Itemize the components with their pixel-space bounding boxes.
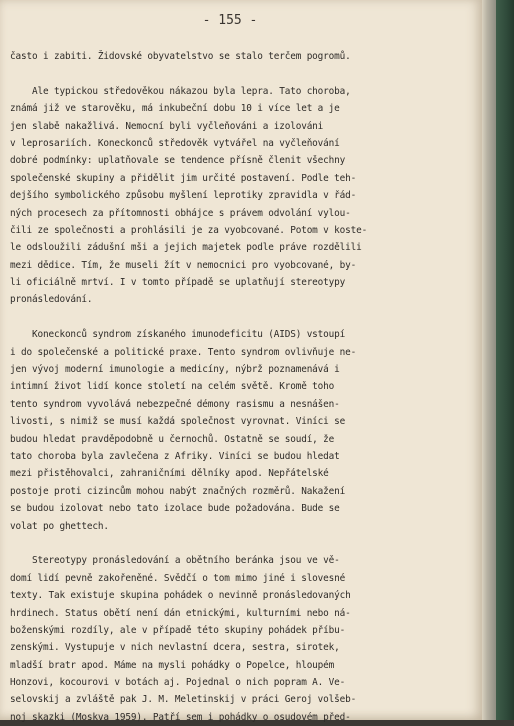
text-line: jen vývoj moderní imunologie a medicíny, nýbrž poznamenává i: [10, 364, 340, 376]
text-line: tato choroba byla zavlečena z Afriky. Viníci se budou hledat: [10, 450, 340, 462]
text-line: známá již ve starověku, má inkubeční dobu 10 i více let a je: [10, 103, 340, 115]
text-line: v leprosariích. Koneckonců středověk vytvářel na vyčleňování: [10, 137, 340, 149]
text-line: často i zabiti. Židovské obyvatelstvo se stalo terčem pogromů.: [10, 51, 351, 62]
text-line: postoje proti cizincům mohou nabýt značných rozměrů. Nakažení: [10, 485, 346, 497]
page-number: - 155 -: [202, 13, 258, 28]
text-line: Honzovi, kocourovi v botách aj. Pojednal o nich popram A. Ve-: [10, 677, 346, 689]
text-line: texty. Tak existuje skupina pohádek o nevinně pronásledovaných: [10, 590, 351, 602]
paragraph: [10, 326, 480, 535]
paragraph: [10, 552, 480, 726]
paragraph: [10, 48, 480, 65]
page-edge: [482, 0, 496, 720]
text-line: čili ze společnosti a prohlásili je za vyobcované. Potom v koste-: [10, 224, 368, 236]
paragraph: [10, 83, 480, 309]
text-line: ných procesech za přítomnosti obhájce s právem odvolání vylou-: [10, 207, 351, 219]
text-line: zenskými. Vystupuje v nich nevlastní dcera, sestra, sirotek,: [10, 642, 340, 654]
text-line: volat po ghettech.: [10, 520, 109, 532]
text-line: livosti, s nimiž se musí každá společnost vyrovnat. Viníci se: [10, 416, 346, 428]
book-cover: [496, 0, 514, 720]
text-line: mezi přistěhovalci, zahraničními dělníky apod. Nepřátelské: [10, 468, 329, 480]
paragraph-spacing: [10, 309, 480, 326]
text-line: jen slabě nakažlivá. Nemocní byli vyčleňováni a izolováni: [10, 120, 324, 132]
text-line: le odsloužili zádušní mši a jejich majetek podle práve rozdělili: [10, 242, 362, 254]
text-line: pronásledování.: [10, 294, 93, 306]
text-line: mladší bratr apod. Máme na mysli pohádky o Popelce, hloupém: [10, 659, 335, 671]
text-line: společenské skupiny a přidělit jim určité postavení. Podle teh-: [10, 172, 357, 184]
text-line: Stereotypy pronásledování a obětního beránka jsou ve vě-: [10, 555, 340, 567]
text-line: mezi dědice. Tím, že museli žít v nemocnici pro vyobcované, by-: [10, 259, 357, 271]
text-line: dobré podmínky: uplatňovale se tendence přísně členit všechny: [10, 155, 346, 167]
body-text: [10, 48, 480, 726]
text-line: tento syndrom vyvolává nebezpečné démony rasismu a nesnášen-: [10, 398, 340, 410]
text-line: boženskými rozdíly, ale v případě této skupiny pohádek příbu-: [10, 624, 346, 636]
text-line: budou hledat pravděpodobně u černochů. Ostatně se soudí, že: [10, 433, 335, 445]
text-line: se budou izolovat nebo tato izolace bude požadována. Bude se: [10, 503, 340, 515]
text-line: Koneckonců syndrom získaného imunodeficitu (AIDS) vstoupí: [10, 329, 346, 341]
paragraph-spacing: [10, 65, 480, 82]
text-line: dejšího symbolického způsobu myšlení leprotiky zpravidla v řád-: [10, 190, 357, 202]
text-line: domí lidí pevně zakořeněné. Svědčí o tom mimo jiné i slovesné: [10, 572, 346, 584]
text-line: selovskij a zvláště pak J. M. Meletinskij v práci Geroj volšeb-: [10, 694, 357, 706]
text-line: hrdinech. Status obětí není dán etnickými, kulturními nebo ná-: [10, 607, 351, 619]
text-line: Ale typickou středověkou nákazou byla lepra. Tato choroba,: [10, 85, 351, 97]
text-line: noj skazki (Moskva 1959). Patří sem i pohádky o osudovém před-: [10, 711, 351, 723]
text-line: li oficiálně mrtví. I v tomto případě se uplatňují stereotypy: [10, 277, 346, 289]
text-line: intimní život lidí konce století na celém světě. Kromě toho: [10, 381, 335, 393]
text-line: i do společenské a politické praxe. Tento syndrom ovlivňuje ne-: [10, 346, 357, 358]
paragraph-spacing: [10, 535, 480, 552]
